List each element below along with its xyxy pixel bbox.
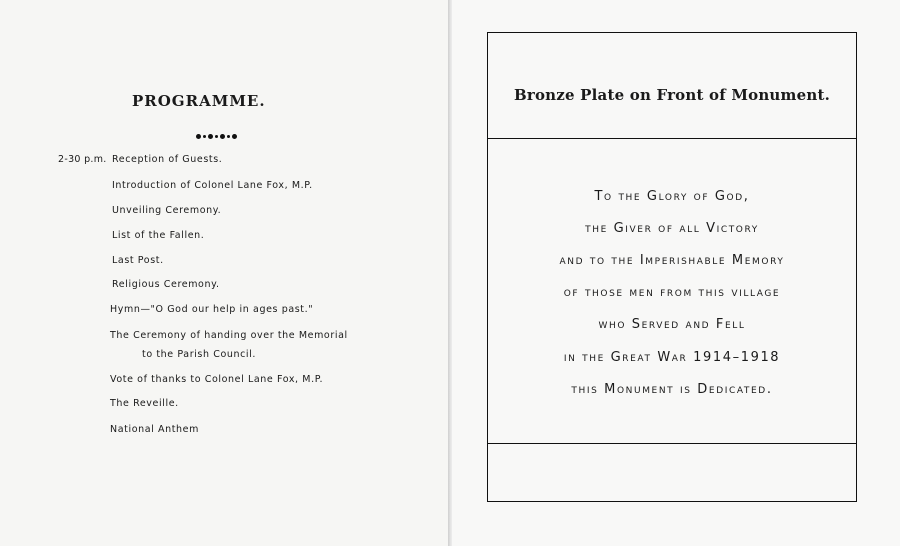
programme-item: Vote of thanks to Colonel Lane Fox, M.P. [110,374,324,385]
programme-item: The Ceremony of handing over the Memorial [110,330,348,341]
frame-divider [487,138,857,139]
inscription-line: who Served and Fell [598,317,746,332]
inscription-line: the Giver of all Victory [585,221,759,236]
programme-item: Unveiling Ceremony. [112,205,222,216]
inscription-line: of those men from this village [563,285,781,300]
frame-divider [487,443,857,444]
programme-item: National Anthem [110,424,199,435]
programme-item: Hymn—"O God our help in ages past." [110,304,314,315]
programme-item: List of the Fallen. [112,230,205,241]
inscription-line: To the Glory of God, [594,189,750,204]
inscription-line: in the Great War 1914–1918 [563,350,781,365]
plate-heading: Bronze Plate on Front of Monument. [513,86,831,104]
programme-item: Religious Ceremony. [112,279,220,290]
programme-time: 2-30 p.m. [58,154,107,165]
programme-item: to the Parish Council. [142,349,257,360]
inscription-line: this Monument is Dedicated. [571,382,773,397]
programme-item: The Reveille. [110,398,179,409]
programme-item: Last Post. [112,255,164,266]
inscription-line: and to the Imperishable Memory [559,253,785,268]
ornament-divider [195,124,238,143]
programme-item: Introduction of Colonel Lane Fox, M.P. [112,180,313,191]
programme-item: Reception of Guests. [112,154,223,165]
programme-title: PROGRAMME. [132,92,266,110]
